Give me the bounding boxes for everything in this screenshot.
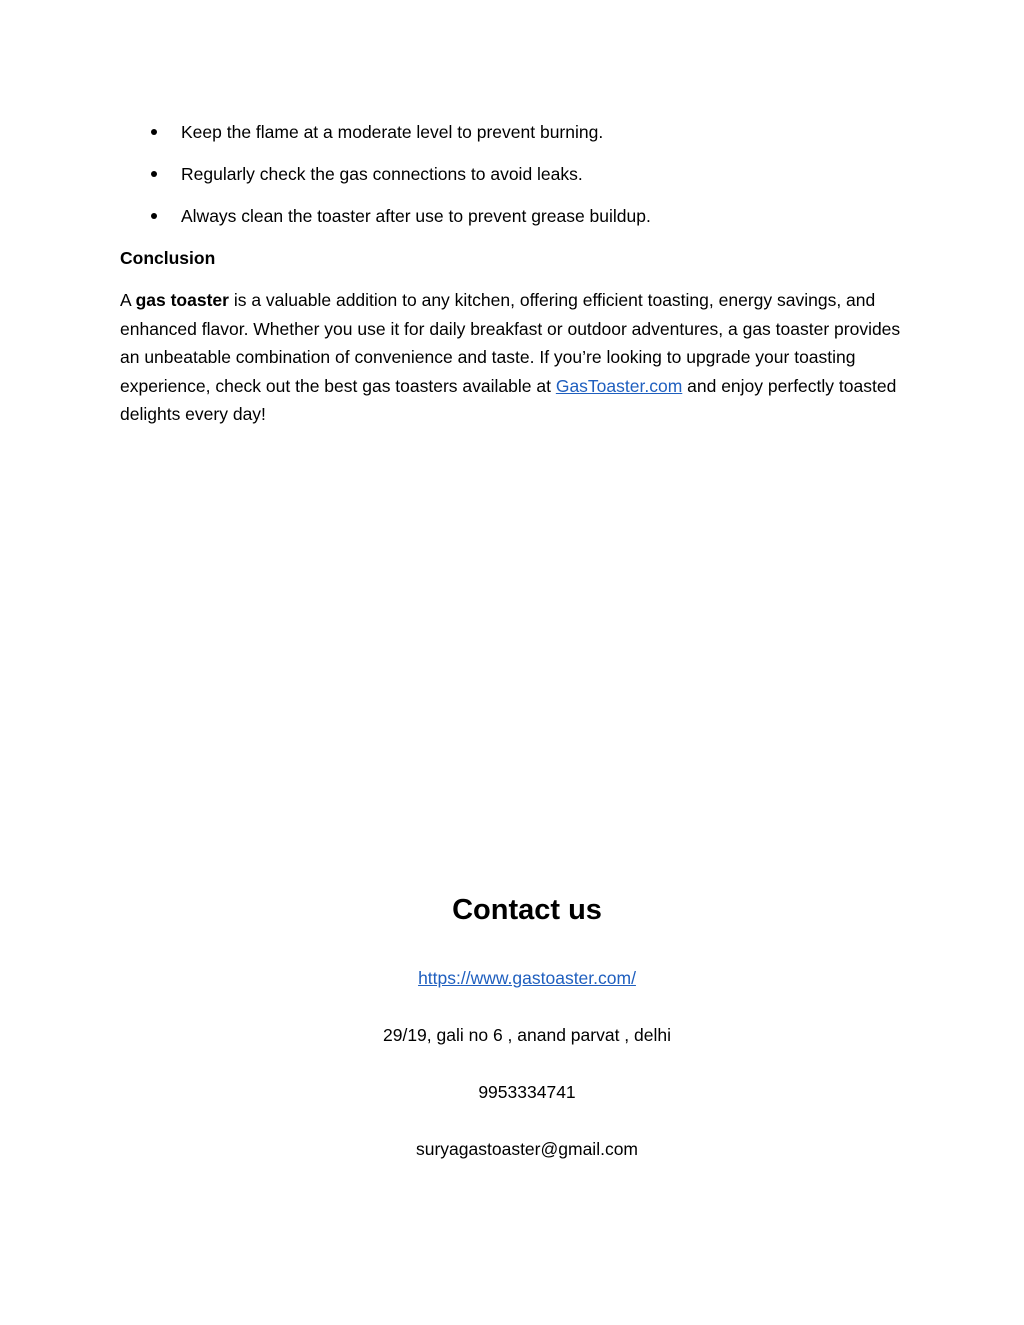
- contact-address: 29/19, gali no 6 , anand parvat , delhi: [383, 1025, 671, 1045]
- contact-email: suryagastoaster@gmail.com: [415, 1139, 638, 1159]
- conclusion-heading: Conclusion: [120, 248, 216, 268]
- bullet-icon: [151, 213, 157, 219]
- gastoaster-link[interactable]: GasToaster.com: [555, 375, 683, 396]
- contact-title: Contact us: [452, 894, 602, 926]
- paragraph-text: is a valuable addition to any kitchen, offering efficient toasting, energy savings, and enhanced flavor. Whether you use it for daily breakfast or outdoor adventures, a gas toaster provides an unbeatable combination of convenience and taste. If you’re looking to upgrade your toasting experience, check out the best gas toasters available at: [120, 290, 901, 396]
- bullet-icon: [151, 171, 157, 177]
- paragraph-text: A: [120, 290, 136, 310]
- list-item: [120, 160, 910, 188]
- conclusion-paragraph: [120, 286, 920, 429]
- tip-text: Always clean the toaster after use to prevent grease buildup.: [181, 206, 651, 226]
- paragraph-bold-text: gas toaster: [135, 290, 229, 310]
- tips-list: [120, 118, 910, 244]
- bullet-icon: [151, 129, 157, 135]
- tip-text: Regularly check the gas connections to avoid leaks.: [181, 164, 583, 184]
- list-item: [120, 202, 910, 230]
- tip-text: Keep the flame at a moderate level to prevent burning.: [181, 122, 604, 142]
- list-item: [120, 118, 910, 146]
- paragraph-text: and enjoy perfectly toasted delights every day!: [120, 375, 897, 424]
- website-link[interactable]: https://www.gastoaster.com/: [418, 968, 636, 988]
- contact-phone: 9953334741: [478, 1082, 576, 1102]
- contact-website: [0, 964, 1024, 992]
